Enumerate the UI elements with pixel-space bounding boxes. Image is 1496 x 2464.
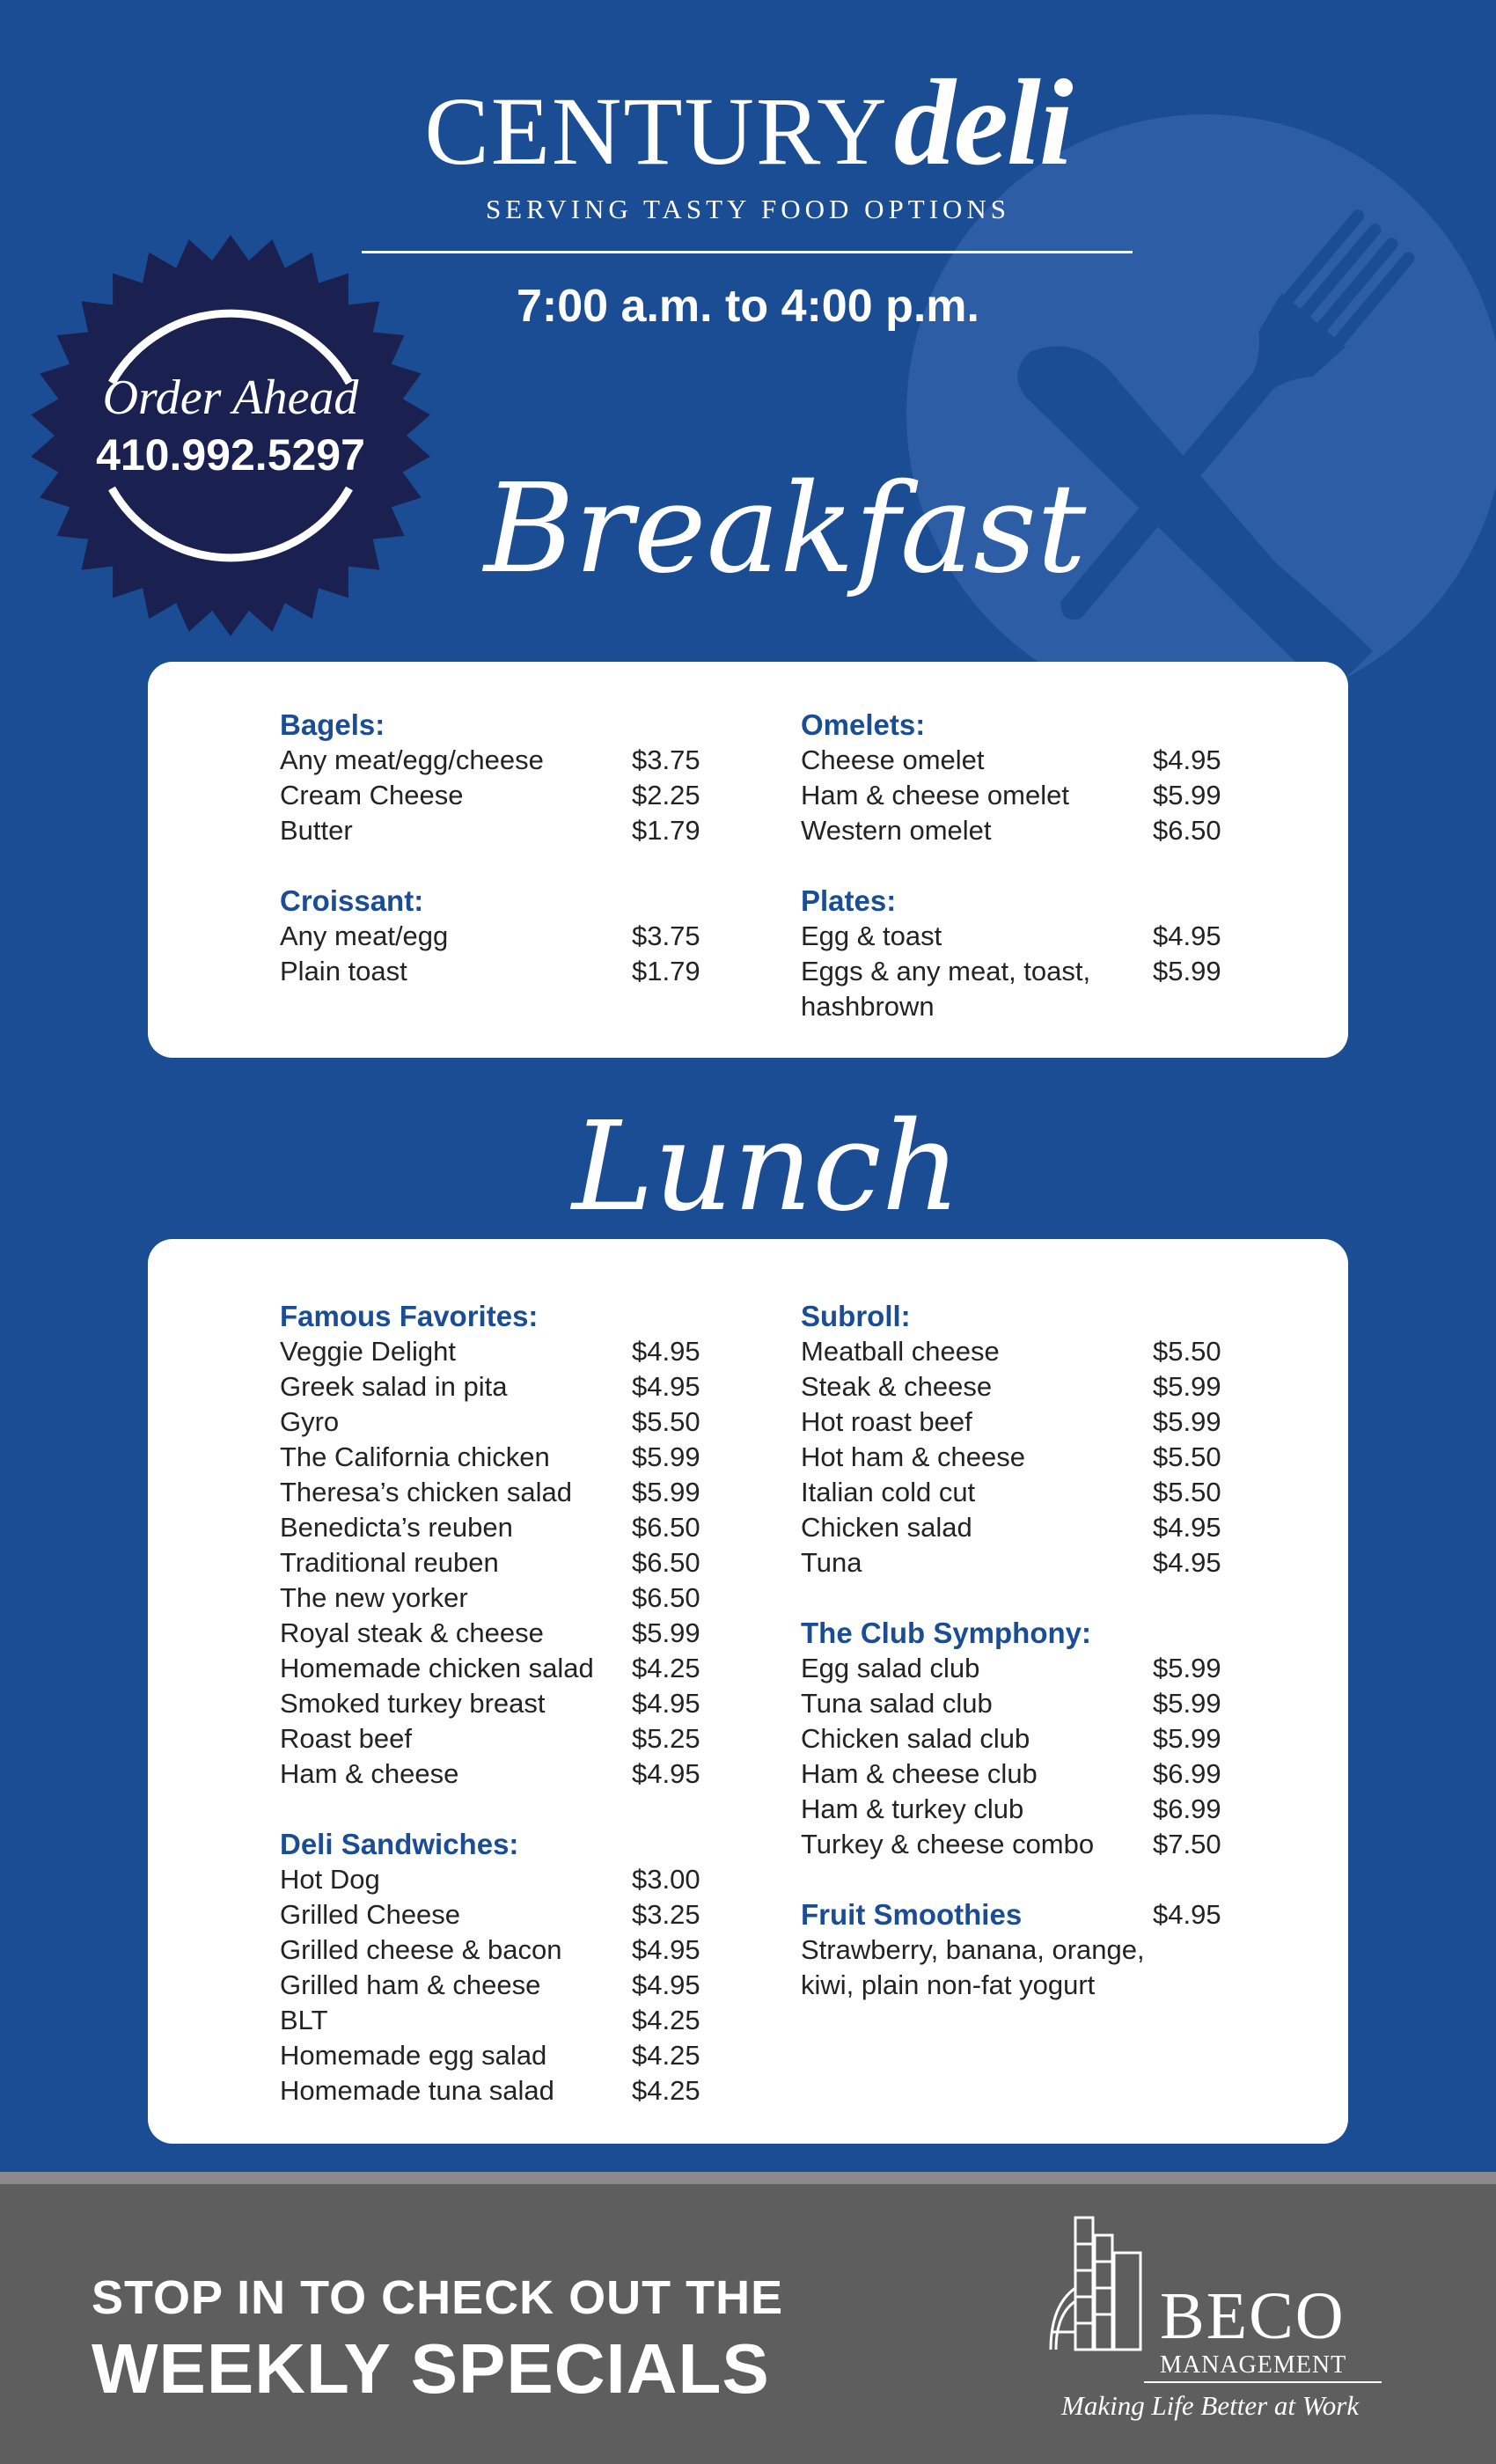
menu-item [801, 1369, 1232, 1404]
fruit-smoothies-title: Fruit Smoothies [801, 1898, 1023, 1931]
menu-item-price: $6.99 [1153, 1793, 1221, 1824]
menu-item-name: Cheese omelet [801, 744, 985, 775]
menu-item [801, 919, 1232, 954]
menu-item [801, 1756, 1232, 1792]
menu-item-name: The California chicken [280, 1441, 550, 1472]
menu-item-price: $4.95 [632, 1934, 700, 1965]
menu-item-name: Royal steak & cheese [280, 1617, 544, 1648]
order-ahead-label: Order Ahead [102, 370, 359, 425]
menu-item [280, 2038, 711, 2073]
menu-item-list [801, 1651, 1232, 1862]
menu-item [801, 1440, 1232, 1475]
menu-item-price: $4.95 [1153, 744, 1221, 775]
menu-item [280, 1686, 711, 1721]
menu-item-name: Any meat/egg [280, 920, 449, 951]
menu-item-price: $5.99 [1153, 1406, 1221, 1437]
cta-line-2: WEEKLY SPECIALS [92, 2329, 770, 2408]
menu-item-price: $5.99 [632, 1441, 700, 1472]
header-divider [362, 251, 1133, 253]
menu-item-name: Plain toast [280, 956, 407, 986]
menu-item [280, 1721, 711, 1756]
menu-item [280, 954, 711, 989]
club-symphony-title: The Club Symphony: [801, 1617, 1091, 1649]
hours: 7:00 a.m. to 4:00 p.m. [517, 281, 979, 332]
menu-item [801, 1686, 1232, 1721]
menu-item-price: $6.50 [632, 1582, 700, 1613]
fruit-smoothies-price: $4.95 [1153, 1899, 1221, 1930]
menu-item-name: Roast beef [280, 1723, 412, 1754]
menu-item-list [801, 1334, 1232, 1580]
menu-item [801, 1510, 1232, 1545]
breakfast-right-column [801, 708, 1232, 1024]
omelets-title: Omelets: [801, 708, 926, 741]
fruit-smoothies-desc-2: kiwi, plain non-fat yogurt [801, 1969, 1096, 2000]
menu-item-name: Ham & turkey club [801, 1793, 1024, 1824]
menu-item-price: $5.50 [1153, 1477, 1221, 1507]
menu-item-price: $1.79 [632, 815, 700, 846]
header [352, 55, 1144, 225]
menu-item [280, 1932, 711, 1968]
menu-item-name: Egg salad club [801, 1653, 980, 1683]
menu-item-name: Benedicta’s reuben [280, 1512, 513, 1543]
beco-name: BECO [1160, 2279, 1346, 2353]
menu-item [280, 919, 711, 954]
menu-item-name: Eggs & any meat, toast, [801, 956, 1091, 986]
menu-item-name: Meatball cheese [801, 1336, 1000, 1367]
menu-item-name: Ham & cheese [280, 1758, 459, 1789]
menu-item [280, 1756, 711, 1792]
menu-item-price: $4.95 [632, 1758, 700, 1789]
lunch-left-column [280, 1299, 711, 2108]
menu-item [280, 1616, 711, 1651]
menu-item-price: $5.50 [632, 1406, 700, 1437]
menu-item-name: Cream Cheese [280, 780, 464, 810]
menu-item-name: Grilled ham & cheese [280, 1969, 541, 2000]
breakfast-card [148, 662, 1348, 1058]
menu-item [801, 1792, 1232, 1827]
menu-item-name: The new yorker [280, 1582, 468, 1613]
menu-item [801, 954, 1232, 989]
menu-item-price: $4.25 [632, 2005, 700, 2035]
fruit-smoothies-row [801, 1897, 1232, 1932]
menu-item-price: $5.25 [632, 1723, 700, 1754]
menu-item-price: $4.95 [1153, 1512, 1221, 1543]
lunch-card [148, 1239, 1348, 2144]
menu-item-name: Tuna [801, 1547, 862, 1578]
plates-title: Plates: [801, 884, 897, 917]
menu-item-price: $4.95 [632, 1336, 700, 1367]
menu-item [280, 813, 711, 848]
menu-item-price: $5.99 [632, 1617, 700, 1648]
menu-item-price: $5.99 [1153, 1653, 1221, 1683]
menu-item-name: Tuna salad club [801, 1688, 993, 1719]
menu-item-price: $5.99 [632, 1477, 700, 1507]
menu-item-price: $3.75 [632, 744, 700, 775]
menu-item-price: $5.50 [1153, 1441, 1221, 1472]
menu-item-price: $4.95 [1153, 920, 1221, 951]
menu-item-price: $7.50 [1153, 1829, 1221, 1859]
menu-item-name: Chicken salad club [801, 1723, 1030, 1754]
menu-item [280, 1475, 711, 1510]
subroll-title: Subroll: [801, 1300, 911, 1332]
beco-building-icon [1049, 2209, 1146, 2358]
menu-item-price: $4.95 [632, 1688, 700, 1719]
menu-item-name: Chicken salad [801, 1512, 972, 1543]
menu-item-list [280, 1334, 711, 1792]
menu-item-name: Homemade tuna salad [280, 2075, 554, 2106]
menu-item [280, 2073, 711, 2108]
menu-item [801, 1475, 1232, 1510]
breakfast-left-column [280, 708, 711, 989]
menu-item-price: $5.99 [1153, 956, 1221, 986]
menu-item [280, 1440, 711, 1475]
menu-item-price: $6.50 [632, 1547, 700, 1578]
brand-deli: deli [893, 55, 1072, 191]
menu-item-price: $3.75 [632, 920, 700, 951]
menu-item-name: Hot Dog [280, 1864, 380, 1895]
menu-item-price: $4.25 [632, 2075, 700, 2106]
menu-item [280, 1580, 711, 1616]
fruit-smoothies-desc-1: Strawberry, banana, orange, [801, 1934, 1145, 1965]
menu-item-name: Homemade egg salad [280, 2040, 547, 2071]
menu-item-price: $1.79 [632, 956, 700, 986]
menu-item-name: Homemade chicken salad [280, 1653, 594, 1683]
menu-item-price: $3.25 [632, 1899, 700, 1930]
menu-item-name: Grilled Cheese [280, 1899, 461, 1930]
menu-item [280, 1897, 711, 1932]
tagline: SERVING TASTY FOOD OPTIONS [485, 194, 1011, 224]
menu-item-name: Gyro [280, 1406, 340, 1437]
menu-item-name: Theresa’s chicken salad [280, 1477, 572, 1507]
menu-item-name: Hot ham & cheese [801, 1441, 1026, 1472]
menu-item-price: $4.95 [632, 1371, 700, 1402]
beco-subtitle: MANAGEMENT [1160, 2351, 1347, 2379]
menu-item-name: Turkey & cheese combo [801, 1829, 1095, 1859]
menu-item-name: Steak & cheese [801, 1371, 993, 1402]
menu-item-list [801, 743, 1232, 848]
menu-item-name: Any meat/egg/cheese [280, 744, 544, 775]
beco-slogan: Making Life Better at Work [1061, 2390, 1360, 2421]
menu-item-list [280, 1862, 711, 2108]
menu-item-name: Italian cold cut [801, 1477, 976, 1507]
menu-item-name: Traditional reuben [280, 1547, 499, 1578]
famous-favorites-title: Famous Favorites: [280, 1300, 539, 1332]
menu-item-name: Butter [280, 815, 353, 846]
menu-item [280, 1404, 711, 1440]
menu-item [280, 1545, 711, 1580]
menu-item-name: Veggie Delight [280, 1336, 456, 1367]
menu-item-name: Ham & cheese omelet [801, 780, 1069, 810]
menu-item-name: Smoked turkey breast [280, 1688, 546, 1719]
menu-item [801, 1827, 1232, 1862]
menu-item-price: $6.99 [1153, 1758, 1221, 1789]
menu-item-name: Hot roast beef [801, 1406, 972, 1437]
menu-item-price: $5.50 [1153, 1336, 1221, 1367]
brand-century: CENTURY [424, 77, 889, 185]
menu-item [801, 1545, 1232, 1580]
menu-item-name: Western omelet [801, 815, 992, 846]
menu-item [801, 1404, 1232, 1440]
menu-item-price: $4.95 [1153, 1547, 1221, 1578]
deli-sandwiches-title: Deli Sandwiches: [280, 1828, 519, 1860]
menu-item [280, 1862, 711, 1897]
menu-item-name: Greek salad in pita [280, 1371, 508, 1402]
badge-text [28, 370, 433, 480]
menu-item-name: BLT [280, 2005, 328, 2035]
menu-item [280, 2003, 711, 2038]
menu-item-name: Ham & cheese club [801, 1758, 1038, 1789]
croissant-title: Croissant: [280, 884, 424, 917]
menu-item [280, 1968, 711, 2003]
menu-item [801, 1721, 1232, 1756]
menu-item [280, 743, 711, 778]
menu-item [801, 813, 1232, 848]
brand-logo [352, 55, 1144, 191]
menu-item-price: $6.50 [1153, 815, 1221, 846]
menu-item [801, 778, 1232, 813]
bagels-title: Bagels: [280, 708, 385, 741]
footer-stripe [0, 2172, 1496, 2184]
plates-continuation: hashbrown [801, 991, 935, 1022]
menu-item-name: Egg & toast [801, 920, 942, 951]
menu-item-name: Grilled cheese & bacon [280, 1934, 562, 1965]
menu-item-price: $3.00 [632, 1864, 700, 1895]
lunch-heading: Lunch [572, 1096, 961, 1239]
beco-divider [1144, 2381, 1382, 2383]
menu-item [801, 743, 1232, 778]
lunch-right-column [801, 1299, 1232, 2003]
menu-item [280, 1510, 711, 1545]
menu-item [801, 1651, 1232, 1686]
menu-item-price: $6.50 [632, 1512, 700, 1543]
menu-item-price: $5.99 [1153, 780, 1221, 810]
menu-item [280, 1651, 711, 1686]
menu-item [280, 1369, 711, 1404]
menu-item-price: $4.25 [632, 1653, 700, 1683]
breakfast-heading: Breakfast [484, 458, 1087, 601]
menu-item-list [801, 919, 1232, 989]
menu-item [280, 778, 711, 813]
menu-item-price: $2.25 [632, 780, 700, 810]
menu-item-list [280, 743, 711, 848]
menu-item-list [280, 919, 711, 989]
menu-item-price: $5.99 [1153, 1371, 1221, 1402]
menu-item-price: $4.25 [632, 2040, 700, 2071]
cta-line-1: STOP IN TO CHECK OUT THE [92, 2271, 784, 2324]
menu-item-price: $5.99 [1153, 1688, 1221, 1719]
menu-item [801, 1334, 1232, 1369]
menu-item-price: $4.95 [632, 1969, 700, 2000]
menu-item [280, 1334, 711, 1369]
phone-number[interactable]: 410.992.5297 [96, 430, 365, 480]
menu-item-price: $5.99 [1153, 1723, 1221, 1754]
